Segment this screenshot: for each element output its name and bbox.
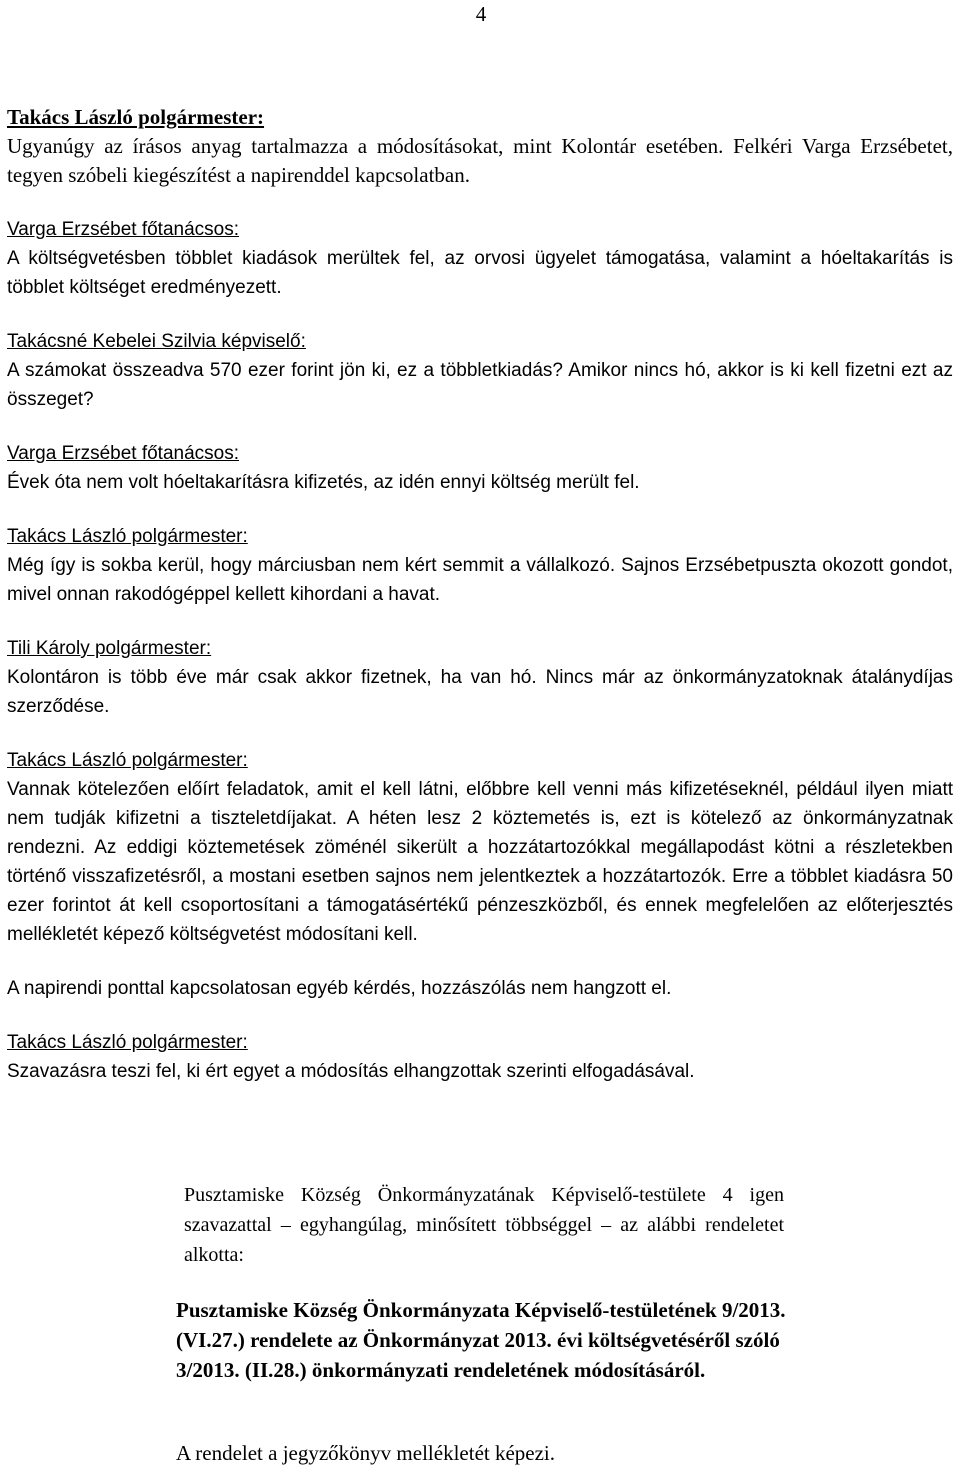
speech-block [7,439,953,497]
minutes-body [7,103,953,1111]
speech-text: Vannak kötelezően előírt feladatok, amit el kell látni, előbbre kell venni más kifizetéseknél, például ilyen miatt nem tudják kifizetni a tiszteletdíjakat. A héten lesz 2 köztemetés is, ezt is kötelező az önkormányzatnak rendezni. Az eddigi köztemetések zöménél sikerült a hozzátartozókkal megállapodást kötni a részletekben történő visszafizetésről, a mostani esetben sajnos nem jelentkeztek a hozzátartozók. Erre a többlet kiadásra 50 ezer forintot át kell csoportosítani a támogatásértékű pénzeszközből, és ennek megfelelően az előterjesztés mellékletét képező költségvetést módosítani kell. [7,779,953,945]
speaker-label: Takács László polgármester: [7,105,265,129]
closing-remark [7,974,953,1003]
speech-block [7,215,953,302]
speech-text: A költségvetésben többlet kiadások merültek fel, az orvosi ügyelet támogatása, valamint a hóeltakarítás is többlet költséget eredményezett. [7,248,953,298]
council-decision: Pusztamiske Község Önkormányzatának Képviselő-testülete 4 igen szavazattal – egyhangúlag, minősített többséggel – az alábbi rendeletet alkotta: [184,1184,784,1266]
speaker-label: Tili Károly polgármester: [7,638,212,659]
speech-block [7,103,953,190]
speech-text: Évek óta nem volt hóeltakarításra kifizetés, az idén ennyi költség merült fel. [7,472,640,493]
resolution-title: Pusztamiske Község Önkormányzata Képviselő-testületének 9/2013. (VI.27.) rendelete az Önkormányzat 2013. évi költségvetéséről szóló 3/2013. (II.28.) önkormányzati rendeletének módosításáról. [176,1298,786,1382]
speaker-label: Takács László polgármester: [7,750,248,771]
speech-block [7,634,953,721]
speech-block [7,522,953,609]
speech-block [7,327,953,414]
page-number: 4 [475,2,487,26]
speech-text: Kolontáron is több éve már csak akkor fizetnek, ha van hó. Nincs már az önkormányzatoknak átalánydíjas szerződése. [7,667,953,717]
speech-text: Ugyanúgy az írásos anyag tartalmazza a módosításokat, mint Kolontár esetében. Felkéri Varga Erzsébetet, tegyen szóbeli kiegészítést a napirenddel kapcsolatban. [7,134,953,187]
speaker-label: Varga Erzsébet főtanácsos: [7,219,239,240]
speech-text: Szavazásra teszi fel, ki ért egyet a módosítás elhangzottak szerinti elfogadásával. [7,1061,695,1082]
speaker-label: Takácsné Kebelei Szilvia képviselő: [7,331,306,352]
speaker-label: Takács László polgármester: [7,526,248,547]
speech-text: A számokat összeadva 570 ezer forint jön ki, ez a többletkiadás? Amikor nincs hó, akkor is ki kell fizetni ezt az összeget? [7,360,953,410]
speaker-label: Varga Erzsébet főtanácsos: [7,443,239,464]
speaker-label: Takács László polgármester: [7,1032,248,1053]
speech-block [7,1028,953,1086]
speech-text: Még így is sokba kerül, hogy márciusban nem kért semmit a vállalkozó. Sajnos Erzsébetpuszta okozott gondot, mivel onnan rakodógéppel kellett kihordani a havat. [7,555,953,605]
attachment-note: A rendelet a jegyzőkönyv mellékletét képezi. [176,1441,556,1465]
closing-text: A napirendi ponttal kapcsolatosan egyéb kérdés, hozzászólás nem hangzott el. [7,978,672,999]
speech-block [7,746,953,949]
